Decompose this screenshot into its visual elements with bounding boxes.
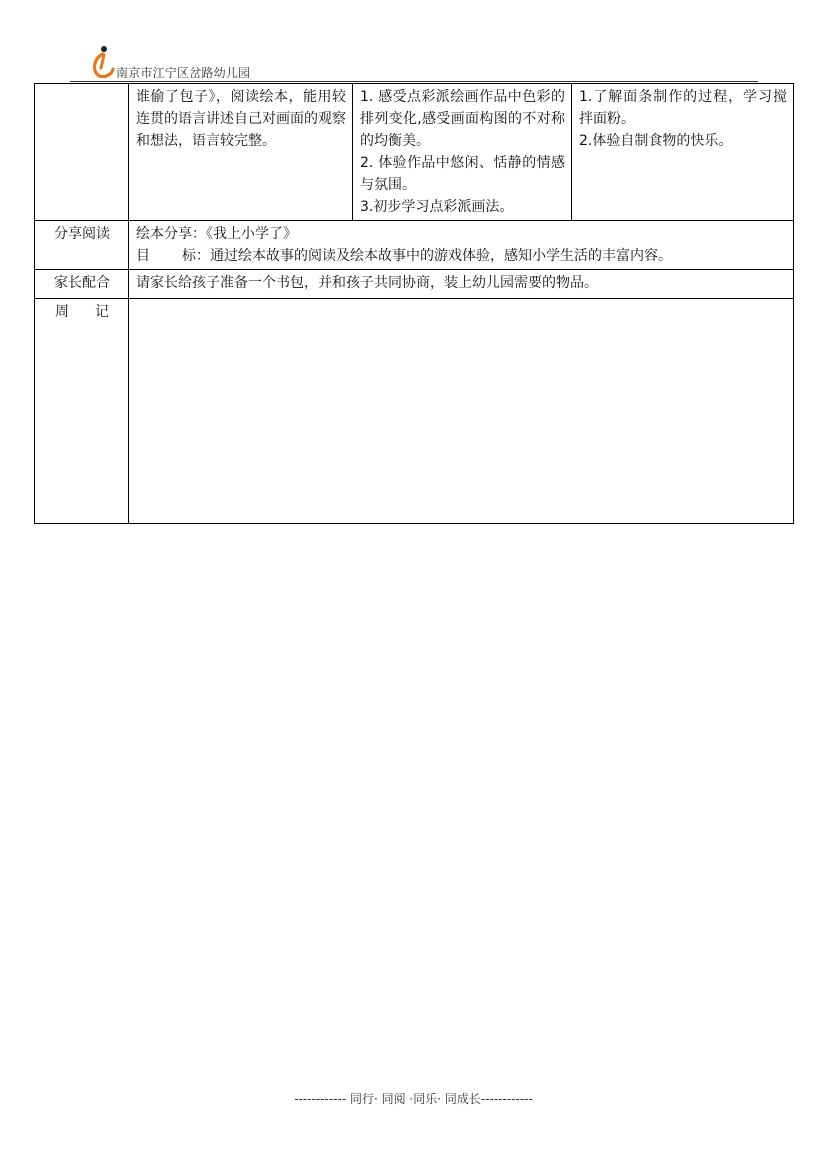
school-name: 南京市江宁区岔路幼儿园 [116, 66, 251, 80]
table-row-weekly-notes [35, 299, 794, 524]
goal-text: 通过绘本故事的阅读及绘本故事中的游戏体验，感知小学生活的丰富内容。 [210, 248, 672, 264]
art-item-3: 3.初步学习点彩派画法。 [360, 199, 514, 215]
table-row-activities [35, 84, 794, 221]
header-divider [70, 81, 758, 82]
table-row-sharing [35, 221, 794, 270]
sharing-content [129, 221, 794, 270]
sharing-book-line: 绘本分享：《我上小学了》 [136, 226, 297, 242]
sharing-goal-line [136, 245, 787, 267]
language-activity-cell: 谁偷了包子》，阅读绘本，能用较连贯的语言讲述自己对画面的观察和想法，语言较完整。 [129, 84, 353, 221]
weekly-notes-content [129, 299, 794, 524]
goal-label-b: 标： [182, 248, 210, 264]
kindergarten-logo-icon [90, 44, 116, 78]
life-activity-cell [572, 84, 794, 221]
sharing-label: 分享阅读 [35, 221, 129, 270]
life-item-2: 2.体验自制食物的快乐。 [579, 133, 733, 149]
page-footer: ------------ 同行· 同阅 ·同乐· 同成长------------ [294, 1092, 533, 1106]
goal-label-a: 目 [136, 248, 150, 264]
art-item-2: 2. 体验作品中悠闲、恬静的情感与氛围。 [360, 155, 565, 193]
weekly-plan-table [34, 83, 794, 524]
empty-label-cell [35, 84, 129, 221]
life-item-1: 1.了解面条制作的过程，学习搅拌面粉。 [579, 89, 787, 127]
art-item-1: 1. 感受点彩派绘画作品中色彩的排列变化,感受画面构图的不对称的均衡美。 [360, 89, 565, 149]
table-row-parents [35, 270, 794, 299]
page-header [90, 44, 760, 82]
parents-label: 家长配合 [35, 270, 129, 299]
art-activity-cell [353, 84, 572, 221]
parents-content: 请家长给孩子准备一个书包，并和孩子共同协商，装上幼儿园需要的物品。 [129, 270, 794, 299]
weekly-notes-label: 周 记 [35, 299, 129, 524]
